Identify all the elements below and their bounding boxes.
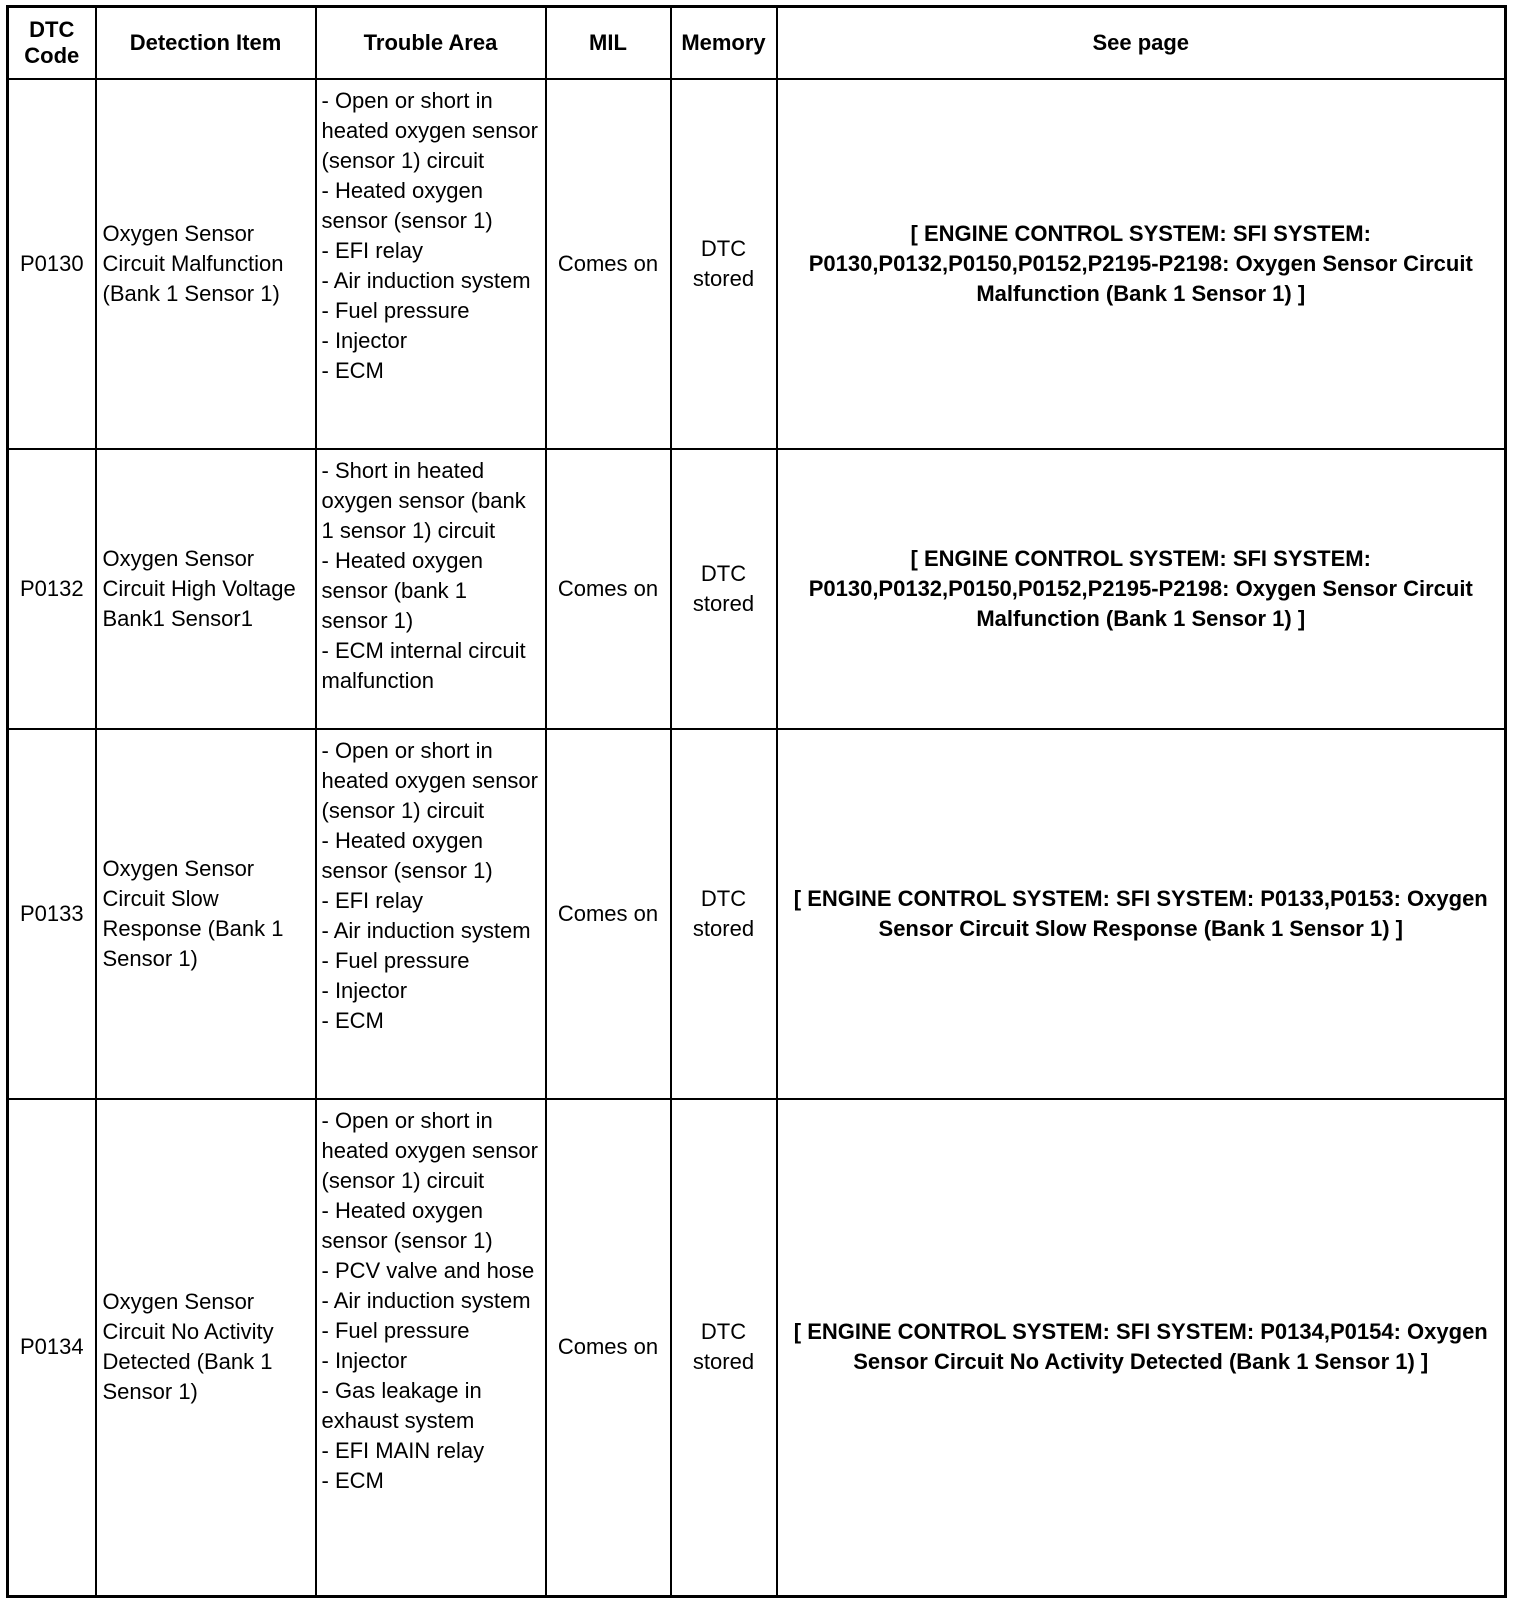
trouble-area-cell [316, 1099, 546, 1597]
dtc-code-cell: P0134 [8, 1099, 96, 1597]
trouble-area-line: - Air induction system [321, 1287, 531, 1313]
trouble-area-line: - Heated oxygen sensor (sensor 1) [321, 1197, 493, 1253]
detection-item-cell: Oxygen Sensor Circuit No Activity Detected (Bank 1 Sensor 1) [96, 1099, 316, 1597]
see-page-link[interactable]: [ ENGINE CONTROL SYSTEM: SFI SYSTEM: P0134,P0154: Oxygen Sensor Circuit No Activity Detected (Bank 1 Sensor 1) ] [777, 1099, 1506, 1597]
trouble-area-line: - Heated oxygen sensor (sensor 1) [321, 827, 493, 883]
trouble-area-cell [316, 79, 546, 449]
trouble-area-line: - Air induction system [321, 917, 531, 943]
memory-cell: DTC stored [671, 729, 777, 1099]
table-row [8, 1099, 1506, 1597]
dtc-table-container [6, 5, 1504, 1595]
detection-item-cell: Oxygen Sensor Circuit Malfunction (Bank 1 Sensor 1) [96, 79, 316, 449]
mil-cell: Comes on [546, 449, 671, 729]
trouble-area-line: - ECM [321, 1467, 384, 1493]
dtc-table [6, 5, 1507, 1598]
trouble-area-line: - Fuel pressure [321, 1317, 470, 1343]
trouble-area-line: - ECM [321, 1007, 384, 1033]
trouble-area-line: - EFI relay [321, 887, 423, 913]
table-row [8, 79, 1506, 449]
trouble-area-line: - EFI relay [321, 237, 423, 263]
trouble-area-line: - Fuel pressure [321, 297, 470, 323]
detection-item-cell: Oxygen Sensor Circuit High Voltage Bank1 Sensor1 [96, 449, 316, 729]
header-dtc-code: DTC Code [8, 7, 96, 79]
header-trouble-area: Trouble Area [316, 7, 546, 79]
header-see-page: See page [777, 7, 1506, 79]
trouble-area-cell [316, 449, 546, 729]
header-detection-item: Detection Item [96, 7, 316, 79]
trouble-area-cell [316, 729, 546, 1099]
trouble-area-line: - Heated oxygen sensor (sensor 1) [321, 177, 493, 233]
dtc-code-cell: P0130 [8, 79, 96, 449]
dtc-code-cell: P0133 [8, 729, 96, 1099]
trouble-area-line: - Air induction system [321, 267, 531, 293]
trouble-area-line: - Injector [321, 327, 408, 353]
memory-cell: DTC stored [671, 449, 777, 729]
detection-item-cell: Oxygen Sensor Circuit Slow Response (Bank 1 Sensor 1) [96, 729, 316, 1099]
trouble-area-line: - Short in heated oxygen sensor (bank 1 sensor 1) circuit [321, 457, 526, 543]
trouble-area-line: - Injector [321, 977, 408, 1003]
table-row [8, 729, 1506, 1099]
table-row [8, 449, 1506, 729]
dtc-code-cell: P0132 [8, 449, 96, 729]
trouble-area-line: - Open or short in heated oxygen sensor (sensor 1) circuit [321, 1107, 538, 1193]
trouble-area-line: - EFI MAIN relay [321, 1437, 485, 1463]
mil-cell: Comes on [546, 1099, 671, 1597]
see-page-link[interactable]: [ ENGINE CONTROL SYSTEM: SFI SYSTEM: P0130,P0132,P0150,P0152,P2195-P2198: Oxygen Sensor Circuit Malfunction (Bank 1 Sensor 1) ] [777, 449, 1506, 729]
trouble-area-line: - Open or short in heated oxygen sensor (sensor 1) circuit [321, 737, 538, 823]
mil-cell: Comes on [546, 79, 671, 449]
mil-cell: Comes on [546, 729, 671, 1099]
see-page-link[interactable]: [ ENGINE CONTROL SYSTEM: SFI SYSTEM: P0130,P0132,P0150,P0152,P2195-P2198: Oxygen Sensor Circuit Malfunction (Bank 1 Sensor 1) ] [777, 79, 1506, 449]
memory-cell: DTC stored [671, 1099, 777, 1597]
trouble-area-line: - ECM internal circuit malfunction [321, 637, 526, 693]
trouble-area-line: - ECM [321, 357, 384, 383]
trouble-area-line: - Injector [321, 1347, 408, 1373]
trouble-area-line: - Open or short in heated oxygen sensor (sensor 1) circuit [321, 87, 538, 173]
trouble-area-line: - Gas leakage in exhaust system [321, 1377, 482, 1433]
memory-cell: DTC stored [671, 79, 777, 449]
header-memory: Memory [671, 7, 777, 79]
trouble-area-line: - Fuel pressure [321, 947, 470, 973]
table-header-row [8, 7, 1506, 79]
trouble-area-line: - Heated oxygen sensor (bank 1 sensor 1) [321, 547, 483, 633]
see-page-link[interactable]: [ ENGINE CONTROL SYSTEM: SFI SYSTEM: P0133,P0153: Oxygen Sensor Circuit Slow Response (Bank 1 Sensor 1) ] [777, 729, 1506, 1099]
header-mil: MIL [546, 7, 671, 79]
trouble-area-line: - PCV valve and hose [321, 1257, 535, 1283]
